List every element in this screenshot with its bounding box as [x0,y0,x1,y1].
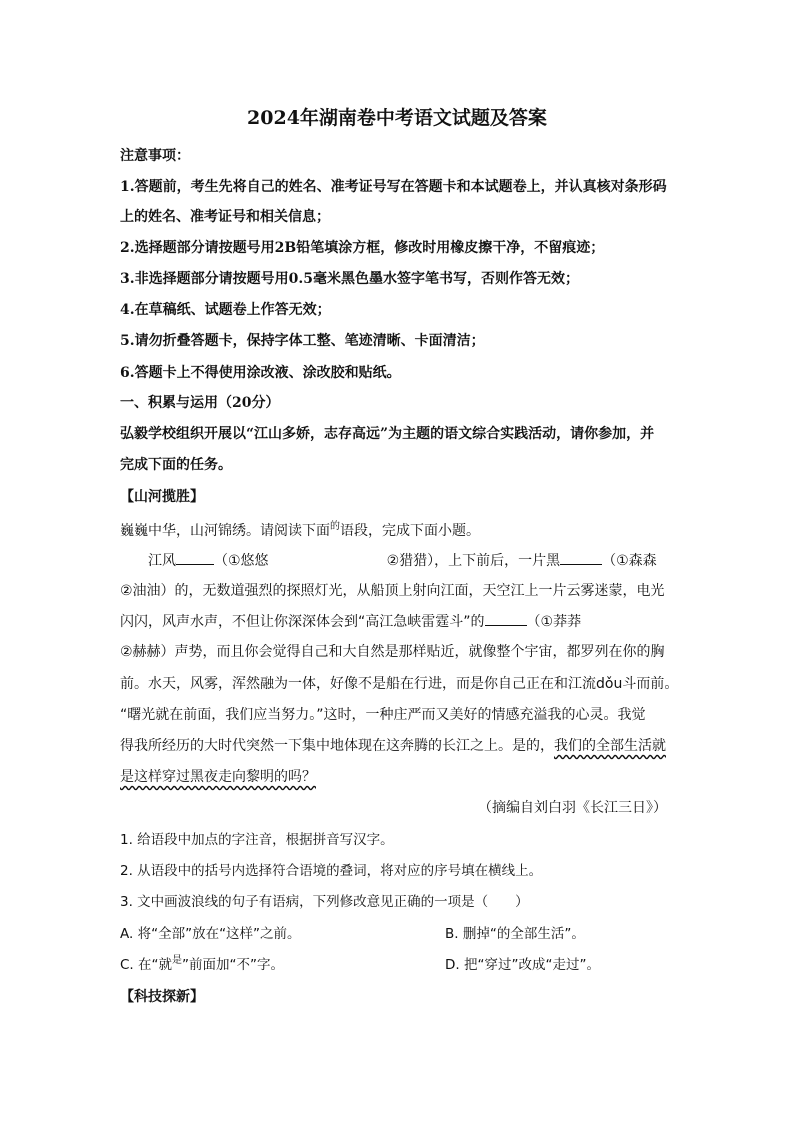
passage-line: ②油油）的，无数道强烈的探照灯光，从船顶上射向江面，天空江上一片云雾迷蒙，电光 [120,583,665,599]
section-intro: 完成下面的任务。 [120,457,232,473]
passage-line: ②赫赫）声势，而且你会觉得自己和大自然是那样贴近，就像整个宇宙，都罗列在你的胸 [120,644,665,660]
notice-item: 1.答题前，考生先将自己的姓名、准考证号写在答题卡和本试题卷上，并认真核对条形码 [120,179,667,195]
option-a[interactable]: A. 将“全部”放在“这样”之前。 [120,926,301,942]
page-title: 2024年湖南卷中考语文试题及答案 [247,107,547,129]
passage-line: 江风 （①悠悠 ②猎猎），上下前后，一片黑 （①森森 [148,550,657,571]
subsection-heading: 【科技探新】 [120,989,204,1005]
option-b[interactable]: B. 删掉“的全部生活”。 [445,926,585,942]
passage-lead [120,521,480,543]
wavy-underlined-sentence: 我们的全部生活就 [554,738,666,754]
notice-item: 2.选择题部分请按题号用2B铅笔填涂方框，修改时用橡皮擦干净，不留痕迹； [120,240,605,256]
wavy-underlined-sentence: 是这样穿过黑夜走向黎明的吗？ [120,769,316,785]
lead-superscript: 的 [330,521,340,532]
notice-item: 3.非选择题部分请按题号用0.5毫米黑色墨水签字笔书写，否则作答无效； [120,271,579,287]
question: 1. 给语段中加点的字注音，根据拼音写汉字。 [120,832,394,848]
answer-blank[interactable] [176,550,214,565]
passage-line: 前。水天，风雾，浑然融为一体，好像不是船在行进，而是你自己正在和江流dǒu斗而前。 [120,676,679,692]
subsection-heading: 【山河揽胜】 [120,489,204,505]
option-c[interactable]: C. 在“就$^是$”前面加“不”字。 [120,955,284,973]
lead-text: 语段，完成下面小题。 [340,523,480,539]
option-d[interactable]: D. 把“穿过”改成“走过”。 [445,957,600,973]
passage-line: 闪闪，风声水声，不但让你深深体会到“高江急峡雷霆斗”的 （①莽莽 [120,611,581,632]
passage-line: 得我所经历的大时代突然一下集中地体现在这奔腾的长江之上。是的，我们的全部生活就 [120,738,666,754]
notice-heading: 注意事项： [120,148,190,164]
passage-line [120,767,316,787]
question: 2. 从语段中的括号内选择符合语境的叠词，将对应的序号填在横线上。 [120,863,543,879]
notice-item: 4.在草稿纸、试题卷上作答无效； [120,302,331,318]
section-heading: 一、积累与运用（20分） [120,395,280,411]
answer-blank[interactable] [485,611,527,626]
passage-line: “曙光就在前面，我们应当努力。”这时，一种庄严而又美好的情感充溢我的心灵。我觉 [120,707,646,723]
answer-blank[interactable] [560,550,602,565]
notice-item: 上的姓名、准考证号和相关信息； [120,209,330,225]
notice-item: 6.答题卡上不得使用涂改液、涂改胶和贴纸。 [120,365,401,381]
section-intro: 弘毅学校组织开展以“江山多娇，志存高远”为主题的语文综合实践活动，请你参加，并 [120,426,655,442]
lead-text: 巍巍中华，山河锦绣。请阅读下面 [120,523,330,539]
passage-source: （摘编自刘白羽《长江三日》） [478,800,667,816]
question: 3. 文中画波浪线的句子有语病，下列修改意见正确的一项是（ ） [120,894,529,910]
notice-item: 5.请勿折叠答题卡，保持字体工整、笔迹清晰、卡面清洁； [120,333,485,349]
